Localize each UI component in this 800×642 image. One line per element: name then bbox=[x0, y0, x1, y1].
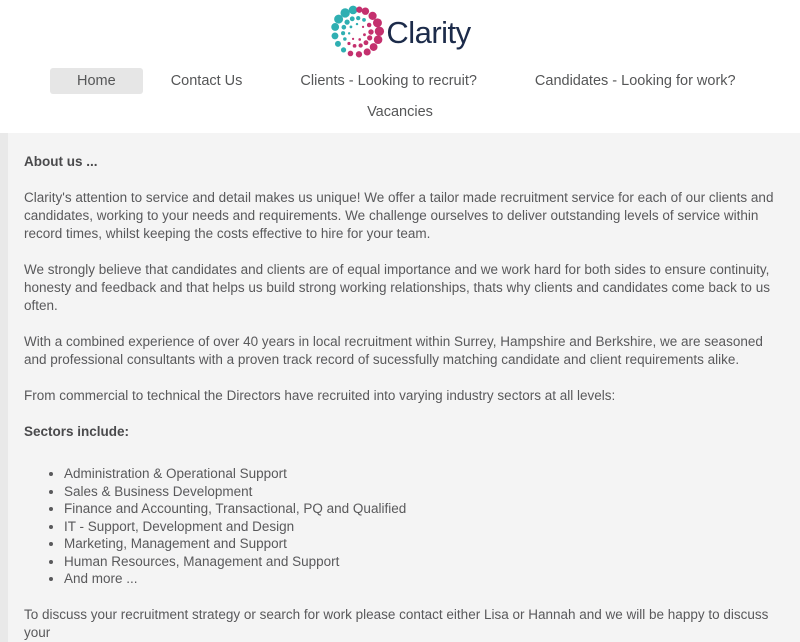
about-us-heading: About us ... bbox=[24, 154, 98, 169]
about-paragraph-1: Clarity's attention to service and detail makes us unique! We offer a tailor made recruitment service for each of our clients and candidates, working to your needs and requirements. We challenge ourselves to deliver outstanding levels of service within record times, whilst keeping the costs effective to hire for your team. bbox=[24, 190, 774, 241]
nav-item-candidates[interactable]: Candidates - Looking for work? bbox=[534, 72, 736, 89]
sector-item: • Administration & Operational Support bbox=[64, 465, 776, 483]
sector-item: • Marketing, Management and Support bbox=[64, 535, 776, 553]
sectors-list bbox=[24, 465, 776, 588]
footer-contact-line: To discuss your recruitment strategy or search for work please contact either Lisa or Hannah and we will be happy to discuss your bbox=[24, 606, 769, 640]
about-paragraph-3: With a combined experience of over 40 years in local recruitment within Surrey, Hampshire and Berkshire, we are seasoned and professional consultants with a proven track record of sucessfully matching candidate and client requirements alike. bbox=[24, 334, 763, 367]
sector-item: • Human Resources, Management and Support bbox=[64, 553, 776, 571]
nav-item-home[interactable]: Home bbox=[50, 68, 143, 94]
brand-wordmark: Clarity bbox=[386, 14, 471, 50]
about-paragraph-2: We strongly believe that candidates and clients are of equal importance and we work hard for both sides to ensure continuity, honesty and feedback and that helps us build strong working relationships, thats why clients and candidates come back to us often. bbox=[24, 262, 770, 313]
sector-item: • Sales & Business Development bbox=[64, 483, 776, 501]
main-nav bbox=[0, 67, 800, 94]
sectors-heading: Sectors include: bbox=[24, 424, 130, 439]
logo-link[interactable] bbox=[0, 3, 800, 61]
main-nav-row2 bbox=[0, 104, 800, 120]
nav-item-contact-us[interactable]: Contact Us bbox=[170, 72, 243, 89]
nav-item-vacancies[interactable]: Vacancies bbox=[367, 104, 433, 120]
clarity-logo-icon bbox=[329, 4, 385, 60]
sector-item: • And more ... bbox=[64, 570, 776, 588]
sector-item: • Finance and Accounting, Transactional, PQ and Qualified bbox=[64, 500, 776, 518]
site-header bbox=[0, 0, 800, 133]
nav-item-clients[interactable]: Clients - Looking to recruit? bbox=[300, 72, 477, 89]
sector-item: • IT - Support, Development and Design bbox=[64, 518, 776, 536]
about-paragraph-4: From commercial to technical the Directors have recruited into varying industry sectors at all levels: bbox=[24, 388, 616, 403]
main-content bbox=[8, 133, 800, 642]
